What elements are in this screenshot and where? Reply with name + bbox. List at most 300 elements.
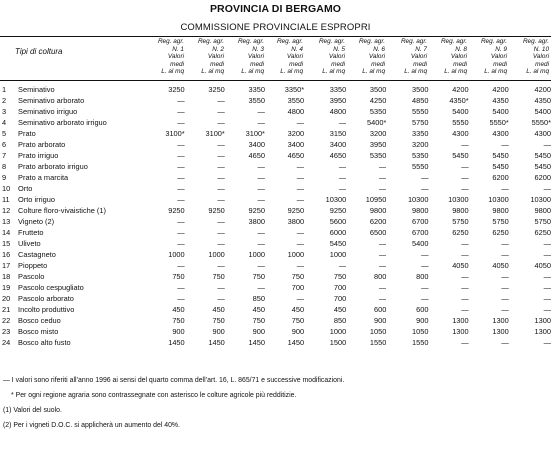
column-header-line: medi (371, 60, 385, 68)
table-row (0, 337, 551, 348)
value-cell: 750 (172, 316, 185, 326)
column-header-region-1 (140, 38, 184, 76)
column-header-line: Valori (450, 53, 467, 61)
value-cell: — (217, 107, 225, 117)
value-cell: 4850 (412, 96, 429, 106)
value-cell: — (177, 195, 185, 205)
column-header-line: medi (289, 60, 303, 68)
value-cell: — (501, 294, 509, 304)
row-number: 7 (2, 151, 7, 161)
value-cell: 750 (212, 272, 225, 282)
value-cell: — (421, 184, 429, 194)
value-cell: — (296, 228, 305, 238)
column-header-line: Valori (207, 53, 224, 61)
column-header-line: N. 3 (252, 45, 264, 53)
value-cell: 3800 (287, 217, 305, 227)
value-cell: 5550 (412, 162, 429, 172)
crop-type: Incolto produttivo (18, 305, 75, 315)
row-number: 2 (2, 96, 7, 106)
row-number: 23 (2, 327, 11, 337)
value-cell: 4650 (329, 151, 347, 161)
header-rule-bottom (0, 80, 551, 81)
value-cell: 900 (172, 327, 185, 337)
value-cell: — (217, 283, 225, 293)
value-cell: — (543, 305, 551, 315)
footnote-2: (2) Per i vigneti D.O.C. si applicherà un aumento del 40%. (3, 422, 180, 429)
value-cell: 6000 (329, 228, 347, 238)
crop-type: Castagneto (18, 250, 56, 260)
table-row (0, 95, 551, 106)
value-cell: 4350* (449, 96, 469, 106)
value-cell: 5750 (492, 217, 509, 227)
column-header-line: Valori (490, 53, 507, 61)
value-cell: 3350 (248, 85, 265, 94)
table-row (0, 260, 551, 271)
value-cell: — (177, 96, 185, 106)
value-cell: — (543, 294, 551, 304)
crop-type: Vigneto (2) (18, 217, 55, 227)
column-header-line: Valori (286, 53, 303, 61)
value-cell: — (461, 250, 469, 260)
value-cell: — (257, 283, 265, 293)
value-cell: — (378, 162, 387, 172)
value-cell: 850 (333, 316, 347, 326)
value-cell: 9800 (534, 206, 551, 216)
value-cell: — (543, 140, 551, 150)
column-header-line: Valori (410, 53, 427, 61)
value-cell: 1300 (452, 327, 469, 337)
value-cell: — (421, 173, 429, 183)
table-row (0, 227, 551, 238)
value-cell: — (338, 261, 347, 271)
column-header-line: N. 1 (172, 45, 184, 53)
row-number: 8 (2, 162, 7, 172)
value-cell: 700 (333, 283, 347, 293)
column-header-line: L. al mq (526, 68, 549, 76)
table-row (0, 271, 551, 282)
value-cell: 4650 (248, 151, 265, 161)
column-header-line: L. al mq (444, 68, 467, 76)
value-cell: 9800 (492, 206, 509, 216)
value-cell: 1300 (452, 316, 469, 326)
value-cell: 5450 (492, 151, 509, 161)
value-cell: 5750 (534, 217, 551, 227)
value-cell: — (501, 272, 509, 282)
value-cell: — (501, 283, 509, 293)
value-cell: — (257, 261, 265, 271)
value-cell: — (338, 118, 347, 128)
row-number: 1 (2, 85, 7, 94)
row-number: 19 (2, 283, 11, 293)
row-number: 11 (2, 195, 10, 205)
value-cell: 5350 (369, 151, 387, 161)
value-cell: — (257, 162, 265, 172)
value-cell: 750 (172, 272, 185, 282)
value-cell: 1450 (287, 338, 305, 348)
row-number: 18 (2, 272, 11, 282)
crop-type: Pioppeto (18, 261, 48, 271)
value-cell: — (217, 261, 225, 271)
page-subtitle: COMMISSIONE PROVINCIALE ESPROPRI (180, 22, 371, 33)
crop-type: Bosco ceduo (18, 316, 61, 326)
value-cell: 4300 (534, 129, 551, 139)
column-header-line: L. al mq (161, 68, 184, 76)
table-row (0, 139, 551, 150)
table-row (0, 150, 551, 161)
value-cell: — (461, 338, 469, 348)
value-cell: 4200 (452, 85, 469, 94)
column-header-line: medi (413, 60, 427, 68)
value-cell: — (296, 162, 305, 172)
value-cell: — (501, 184, 509, 194)
value-cell: 9250 (329, 206, 347, 216)
value-cell: — (296, 294, 305, 304)
value-cell: — (543, 250, 551, 260)
value-cell: 3100* (205, 129, 225, 139)
value-cell: 6200 (369, 217, 387, 227)
value-cell: — (177, 217, 185, 227)
value-cell: 800 (416, 272, 429, 282)
column-header-line: N. 10 (533, 45, 549, 53)
crop-type: Prato a marcita (18, 173, 69, 183)
value-cell: 5550 (412, 107, 429, 117)
value-cell: 10300 (325, 195, 347, 205)
table-row (0, 117, 551, 128)
value-cell: — (217, 217, 225, 227)
footnote-asterisk: * Per ogni regione agraria sono contrassegnate con asterisco le colture agricole più redditizie. (11, 392, 297, 399)
row-number: 4 (2, 118, 7, 128)
value-cell: — (461, 162, 469, 172)
value-cell: 3150 (329, 129, 347, 139)
value-cell: 3350 (329, 85, 347, 94)
column-header-line: L. al mq (201, 68, 224, 76)
value-cell: — (378, 261, 387, 271)
value-cell: — (338, 173, 347, 183)
crop-type: Bosco misto (18, 327, 59, 337)
value-cell: 600 (374, 305, 387, 315)
row-number: 6 (2, 140, 7, 150)
value-cell: — (421, 294, 429, 304)
value-cell: 10300 (448, 195, 469, 205)
value-cell: — (501, 305, 509, 315)
crop-type: Pascolo arborato (18, 294, 74, 304)
value-cell: 3400 (248, 140, 265, 150)
value-cell: — (296, 239, 305, 249)
column-header-line: N. 8 (455, 45, 467, 53)
value-cell: 5750 (412, 118, 429, 128)
table-row (0, 128, 551, 139)
column-header-line: Reg. agr. (318, 38, 345, 45)
value-cell: — (501, 239, 509, 249)
value-cell: 9250 (248, 206, 265, 216)
value-cell: — (257, 195, 265, 205)
value-cell: 1000 (287, 250, 305, 260)
value-cell: 900 (212, 327, 225, 337)
value-cell: 450 (333, 305, 347, 315)
value-cell: 10950 (365, 195, 387, 205)
column-header-region-2 (180, 38, 224, 76)
crop-type: Prato arborato (18, 140, 66, 150)
column-header-line: N. 9 (495, 45, 507, 53)
value-cell: 4200 (492, 85, 509, 94)
value-cell: — (217, 184, 225, 194)
column-header-line: Reg. agr. (237, 38, 264, 45)
row-number: 15 (2, 239, 11, 249)
value-cell: 900 (291, 327, 305, 337)
value-cell: 9800 (369, 206, 387, 216)
row-number: 21 (2, 305, 11, 315)
value-cell: 9250 (168, 206, 185, 216)
value-cell: 4300 (452, 129, 469, 139)
value-cell: 3200 (369, 129, 387, 139)
value-cell: 1000 (168, 250, 185, 260)
value-cell: — (257, 184, 265, 194)
value-cell: 4800 (287, 107, 305, 117)
value-cell: 900 (374, 316, 387, 326)
column-header-line: medi (331, 60, 345, 68)
value-cell: 3400 (287, 140, 305, 150)
value-cell: 1450 (208, 338, 225, 348)
column-header-line: N. 2 (212, 45, 224, 53)
table-row (0, 326, 551, 337)
value-cell: 5600 (329, 217, 347, 227)
value-cell: — (378, 239, 387, 249)
value-cell: 4800 (329, 107, 347, 117)
crop-type: Prato arborato irriguo (18, 162, 88, 172)
value-cell: — (217, 294, 225, 304)
value-cell: 5400 (534, 107, 551, 117)
row-number: 14 (2, 228, 11, 238)
value-cell: 1000 (208, 250, 225, 260)
row-number: 22 (2, 316, 11, 326)
column-header-region-5 (301, 38, 345, 76)
value-cell: 1050 (412, 327, 429, 337)
value-cell: — (461, 305, 469, 315)
value-cell: — (217, 96, 225, 106)
value-cell: 900 (416, 316, 429, 326)
value-cell: 3100* (165, 129, 185, 139)
value-cell: 9800 (452, 206, 469, 216)
row-number: 3 (2, 107, 7, 117)
value-cell: 1000 (248, 250, 265, 260)
column-header-line: L. al mq (362, 68, 385, 76)
value-cell: 1300 (534, 327, 551, 337)
value-cell: — (177, 151, 185, 161)
column-header-line: L. al mq (280, 68, 303, 76)
value-cell: — (296, 118, 305, 128)
value-cell: — (421, 261, 429, 271)
column-header-crop-type: Tipi di coltura (15, 47, 63, 56)
value-cell: — (177, 228, 185, 238)
value-cell: — (543, 184, 551, 194)
crop-type: Colture floro-vivaistiche (1) (18, 206, 106, 216)
column-header-line: N. 5 (333, 45, 345, 53)
value-cell: 3250 (168, 85, 185, 94)
table-row (0, 216, 551, 227)
value-cell: — (461, 239, 469, 249)
value-cell: — (217, 173, 225, 183)
value-cell: 1450 (168, 338, 185, 348)
column-header-line: N. 4 (291, 45, 303, 53)
value-cell: — (177, 107, 185, 117)
value-cell: 3950 (329, 96, 347, 106)
value-cell: 450 (212, 305, 225, 315)
value-cell: 5450 (492, 162, 509, 172)
table-row (0, 183, 551, 194)
value-cell: 5400 (412, 239, 429, 249)
value-cell: 450 (172, 305, 185, 315)
value-cell: 3800 (248, 217, 265, 227)
value-cell: 850 (252, 294, 265, 304)
value-cell: — (378, 184, 387, 194)
header-rule-top (0, 36, 551, 37)
value-cell: — (177, 140, 185, 150)
value-cell: 5450 (452, 151, 469, 161)
value-cell: 750 (212, 316, 225, 326)
crop-type: Seminativo irriguo (18, 107, 78, 117)
column-header-region-8 (423, 38, 467, 76)
value-cell: 1000 (329, 327, 347, 337)
value-cell: 1300 (492, 316, 509, 326)
value-cell: — (217, 239, 225, 249)
value-cell: 5400* (367, 118, 387, 128)
table-body (0, 84, 551, 348)
value-cell: — (501, 140, 509, 150)
value-cell: 600 (416, 305, 429, 315)
value-cell: — (177, 184, 185, 194)
value-cell: 3550 (248, 96, 265, 106)
row-number: 12 (2, 206, 11, 216)
value-cell: 10300 (407, 195, 429, 205)
value-cell: 3550 (287, 96, 305, 106)
row-number: 10 (2, 184, 11, 194)
value-cell: — (177, 261, 185, 271)
crop-type: Bosco alto fusto (18, 338, 71, 348)
value-cell: 5450 (534, 151, 551, 161)
column-header-line: Reg. agr. (400, 38, 427, 45)
value-cell: — (257, 107, 265, 117)
value-cell: 1450 (248, 338, 265, 348)
column-header-line: Reg. agr. (157, 38, 184, 45)
table-row (0, 172, 551, 183)
table-row (0, 315, 551, 326)
value-cell: 3350 (412, 129, 429, 139)
value-cell: — (217, 195, 225, 205)
page-title: PROVINCIA DI BERGAMO (209, 3, 342, 15)
value-cell: — (217, 140, 225, 150)
column-header-line: L. al mq (484, 68, 507, 76)
value-cell: — (177, 162, 185, 172)
table-row (0, 194, 551, 205)
table-row (0, 106, 551, 117)
value-cell: — (296, 195, 305, 205)
value-cell: 4050 (452, 261, 469, 271)
value-cell: — (177, 173, 185, 183)
column-header-region-7 (383, 38, 427, 76)
value-cell: 1300 (492, 327, 509, 337)
table-row (0, 161, 551, 172)
column-header-line: Valori (532, 53, 549, 61)
column-header-line: Valori (368, 53, 385, 61)
value-cell: 3200 (412, 140, 429, 150)
value-cell: 6250 (492, 228, 509, 238)
value-cell: 800 (374, 272, 387, 282)
value-cell: 9250 (287, 206, 305, 216)
value-cell: — (461, 272, 469, 282)
column-header-line: medi (535, 60, 549, 68)
value-cell: 5350 (412, 151, 429, 161)
row-number: 5 (2, 129, 7, 139)
value-cell: — (257, 239, 265, 249)
column-header-line: N. 6 (373, 45, 385, 53)
row-number: 13 (2, 217, 11, 227)
value-cell: — (217, 228, 225, 238)
value-cell: 4250 (369, 96, 387, 106)
value-cell: 1550 (412, 338, 429, 348)
crop-type: Pascolo (18, 272, 45, 282)
crop-type: Seminativo arborato (18, 96, 85, 106)
column-header-line: N. 7 (415, 45, 427, 53)
column-header-region-9 (463, 38, 507, 76)
value-cell: — (421, 283, 429, 293)
value-cell: 750 (291, 272, 305, 282)
column-header-line: medi (453, 60, 467, 68)
value-cell: 4350 (534, 96, 551, 106)
value-cell: 4300 (492, 129, 509, 139)
value-cell: 5550* (489, 118, 509, 128)
column-header-region-4 (259, 38, 303, 76)
value-cell: 4200 (534, 85, 551, 94)
row-number: 9 (2, 173, 7, 183)
column-header-region-6 (341, 38, 385, 76)
value-cell: 1500 (329, 338, 347, 348)
value-cell: — (296, 173, 305, 183)
value-cell: — (543, 283, 551, 293)
value-cell: — (421, 250, 429, 260)
value-cell: 1000 (329, 250, 347, 260)
value-cell: — (378, 294, 387, 304)
value-cell: — (296, 184, 305, 194)
value-cell: — (217, 162, 225, 172)
value-cell: 4350 (492, 96, 509, 106)
value-cell: — (338, 184, 347, 194)
row-number: 20 (2, 294, 11, 304)
table-row (0, 249, 551, 260)
value-cell: — (461, 140, 469, 150)
value-cell: — (257, 118, 265, 128)
value-cell: 1050 (369, 327, 387, 337)
value-cell: — (378, 173, 387, 183)
value-cell: 3500 (369, 85, 387, 94)
value-cell: 6250 (534, 228, 551, 238)
value-cell: — (257, 173, 265, 183)
value-cell: — (461, 294, 469, 304)
crop-type: Seminativo arborato irriguo (18, 118, 107, 128)
value-cell: — (177, 294, 185, 304)
value-cell: — (296, 261, 305, 271)
value-cell: 10300 (530, 195, 551, 205)
value-cell: 5400 (492, 107, 509, 117)
value-cell: — (177, 283, 185, 293)
value-cell: 3350* (284, 85, 305, 94)
column-header-line: medi (210, 60, 224, 68)
value-cell: 5400 (452, 107, 469, 117)
value-cell: 450 (291, 305, 305, 315)
value-cell: 750 (252, 316, 265, 326)
value-cell: 4650 (287, 151, 305, 161)
value-cell: 6700 (412, 217, 429, 227)
row-number: 16 (2, 250, 11, 260)
